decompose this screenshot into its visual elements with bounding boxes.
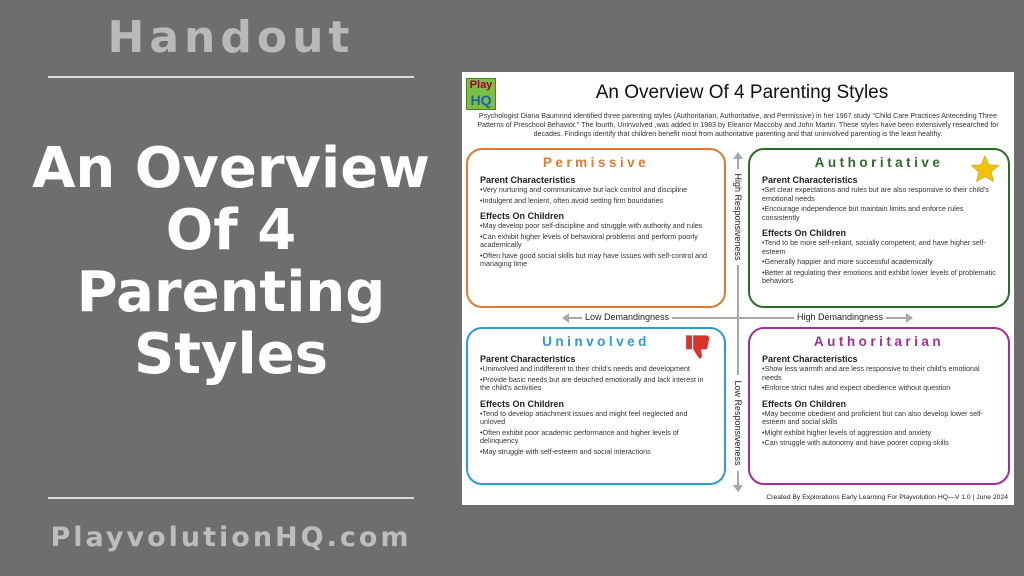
effects-heading: Effects On Children: [762, 228, 847, 238]
parent-characteristics-heading: Parent Characteristics: [762, 175, 858, 185]
left-panel: [0, 0, 462, 576]
star-icon: [970, 154, 1000, 184]
page-title: [0, 138, 462, 386]
list-item: •Set clear expectations and rules but are also responsive to their child's emotional needs: [762, 185, 989, 203]
list-item: •Enforce strict rules and expect obedience without question: [762, 383, 951, 392]
parent-characteristics-heading: Parent Characteristics: [480, 354, 576, 364]
arrow-down-icon: [733, 485, 743, 492]
list-item: •Uninvolved and indifferent to their child's needs and development: [480, 364, 690, 373]
list-item: •Generally happier and more successful academically: [762, 257, 933, 266]
arrow-up-icon: [733, 152, 743, 159]
top-divider: [48, 76, 414, 78]
logo-text-hq: HQ: [470, 92, 492, 108]
credit-line: Created By Explorations Early Learning For Playvolution HQ—V 1.0 | June 2024: [766, 494, 1008, 501]
list-item: •Show less warmth and are less responsive to their child's emotional needs: [762, 364, 980, 382]
effects-heading: Effects On Children: [480, 211, 565, 221]
handout-preview: [462, 72, 1014, 505]
handout-intro: Psychologist Diana Baumrind identified three parenting styles (Authoritarian, Authoritative, and Permissive) in her 1967 study "Child Care Practices Anteceding Three Patterns of Preschool Behavior." The fourth, Uninvolved ,was added in 1983 by Eleanor Maccoby and John Martin. These styles have been extensively researched for decades. Findings identify that children benefit most from authoritative parenting and that uninvolved parenting is the least healthy.: [477, 112, 999, 138]
site-url: PlayvolutionHQ.com: [50, 522, 412, 553]
list-item: •Tend to develop attachment issues and might feel neglected and unloved: [480, 408, 688, 426]
bottom-divider: [48, 497, 414, 499]
list-item: •Indulgent and lenient, often avoid setting firm boundaries: [480, 195, 664, 205]
playhq-logo: [466, 78, 496, 110]
high-responsiveness-label: High Responsiveness: [733, 169, 743, 265]
list-item: •May struggle with self-esteem and social interactions: [480, 446, 651, 456]
list-item: •May develop poor self-discipline and struggle with authority and rules: [480, 221, 703, 230]
list-item: •Very nurturing and communicative but lack control and discipline: [480, 185, 688, 194]
quadrant-heading: Authoritative: [814, 155, 944, 170]
quadrant-authoritarian: [748, 327, 1010, 485]
arrow-left-icon: [562, 313, 569, 323]
list-item: •May become obedient and proficient but can also develop lower self-esteem and social skills: [762, 408, 984, 426]
parent-characteristics-heading: Parent Characteristics: [480, 175, 576, 185]
arrow-right-icon: [906, 313, 913, 323]
list-item: •Might exhibit higher levels of aggression and anxiety: [762, 427, 932, 437]
parent-characteristics-heading: Parent Characteristics: [762, 354, 858, 364]
effects-heading: Effects On Children: [480, 398, 565, 409]
effects-heading: Effects On Children: [762, 398, 847, 409]
quadrant-authoritative: [748, 148, 1010, 308]
list-item: •Better at regulating their emotions and exhibit lower levels of problematic behaviors: [762, 267, 996, 285]
list-item: •Tend to be more self-reliant, socially competent, and have higher self-esteem: [762, 238, 986, 256]
high-demandingness-label: High Demandingness: [794, 312, 886, 322]
quadrant-permissive: [466, 148, 726, 308]
list-item: •Often exhibit poor academic performance and higher levels of delinquency: [480, 427, 679, 445]
thumbs-down-icon: [684, 333, 714, 361]
handout-kicker: Handout: [107, 12, 355, 63]
low-demandingness-label: Low Demandingness: [582, 312, 672, 322]
handout-title: An Overview Of 4 Parenting Styles: [595, 82, 889, 103]
logo-text-play: Play: [469, 79, 493, 91]
title-line: Of 4: [165, 198, 297, 263]
quadrant-heading: Permissive: [542, 155, 650, 170]
list-item: •Encourage independence but maintain limits and enforce rules consistently: [762, 204, 964, 222]
quadrant-uninvolved: [466, 327, 726, 485]
quadrant-heading: Uninvolved: [542, 334, 650, 349]
title-line: Parenting: [76, 260, 386, 325]
title-line: Styles: [133, 322, 329, 387]
low-responsiveness-label: Low Responsiveness: [733, 375, 743, 471]
title-line: An Overview: [32, 136, 430, 201]
quadrant-heading: Authoritarian: [813, 334, 945, 349]
list-item: •Can exhibit higher levels of behavioral problems and perform poorly academically: [480, 231, 698, 249]
list-item: •Often have good social skills but may have issues with self-control and managing time: [480, 250, 708, 268]
list-item: •Can struggle with autonomy and have poorer coping skills: [762, 438, 949, 447]
list-item: •Provide basic needs but are detached emotionally and lack interest in the child's activities: [480, 374, 704, 392]
